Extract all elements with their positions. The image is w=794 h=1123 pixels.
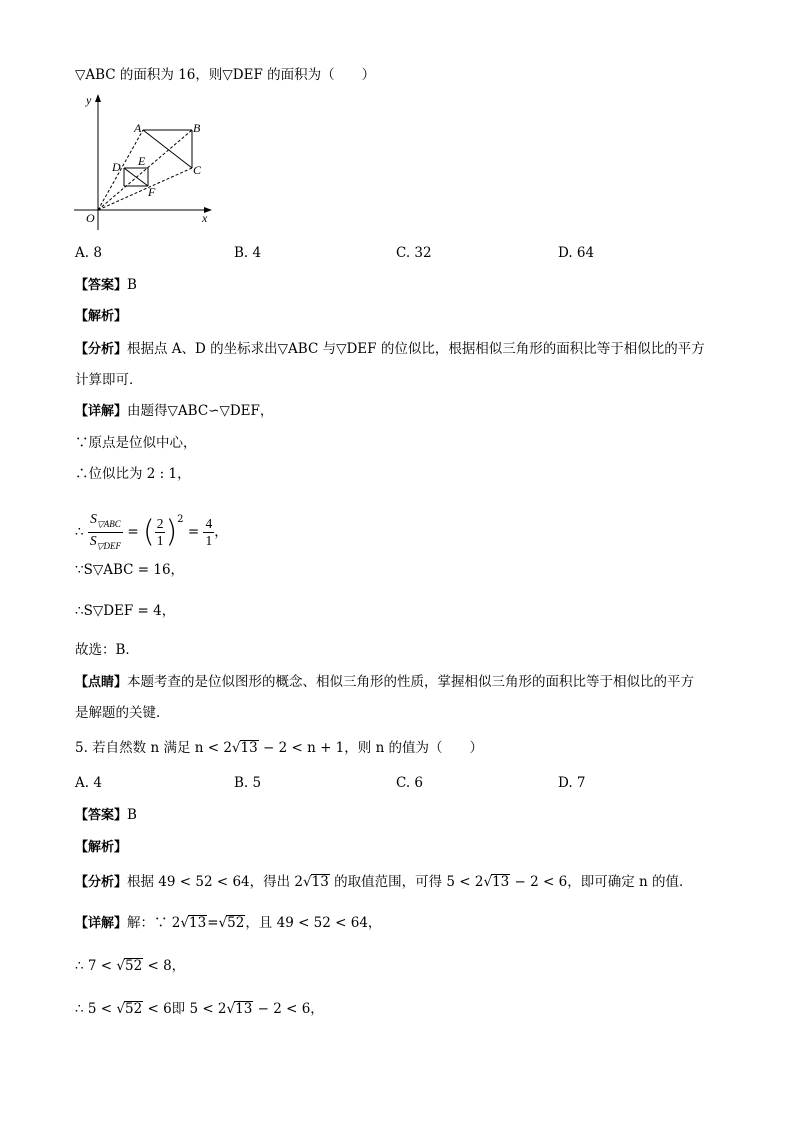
q5-option-a: A. 4 bbox=[75, 775, 102, 791]
q4-dianjing-2: 是解题的关键． bbox=[75, 705, 170, 721]
q4-option-a: A. 8 bbox=[75, 245, 102, 261]
label-e: E bbox=[138, 154, 146, 168]
q4-step-4: ∵S▽ABC = 16， bbox=[75, 562, 185, 578]
q5-option-d: D. 7 bbox=[558, 775, 586, 791]
label-y: y bbox=[86, 93, 92, 107]
q4-option-c: C. 32 bbox=[396, 245, 432, 261]
q5-step-2: ∴ 7 < √52 < 8， bbox=[75, 958, 186, 974]
q4-figure bbox=[70, 92, 220, 232]
q4-step-2: ∴位似比为 2 : 1， bbox=[75, 466, 191, 482]
q4-stem: ▽ABC 的面积为 16，则▽DEF 的面积为（ ） bbox=[75, 67, 376, 83]
label-f: F bbox=[148, 185, 156, 199]
label-d: D bbox=[112, 160, 121, 174]
label-c: C bbox=[193, 163, 202, 177]
q5-answer: 【答案】B bbox=[75, 807, 137, 823]
q4-analysis-tag: 【解析】 bbox=[75, 309, 128, 324]
q4-xiangjie: 【详解】由题得▽ABC∽▽DEF， bbox=[75, 403, 274, 419]
label-a: A bbox=[134, 121, 142, 135]
q5-analysis-tag: 【解析】 bbox=[75, 840, 128, 855]
q4-step-3: ∴ $\frac{S_{▽ABC}}{S_{▽DEF}}$ = ( $\frac{2}{1}$ )$^2$ = $\frac{4}{1}$ ， bbox=[75, 511, 228, 551]
q4-option-d: D. 64 bbox=[558, 245, 595, 261]
q5-option-c: C. 6 bbox=[396, 775, 424, 791]
q5-step-3: ∴ 5 < √52 < 6即 5 < 2√13 − 2 < 6， bbox=[75, 1001, 324, 1017]
label-b: B bbox=[193, 121, 201, 135]
q4-answer: 【答案】B bbox=[75, 277, 137, 293]
q5-option-b: B. 5 bbox=[234, 775, 262, 791]
q5-stem: 5. 若自然数 n 满足 n < 2√13 − 2 < n + 1，则 n 的值为（ ） bbox=[75, 740, 484, 756]
q4-step-5: ∴S▽DEF = 4， bbox=[75, 603, 176, 619]
q5-fenxi: 【分析】根据 49 < 52 < 64，得出 2√13 的取值范围，可得 5 < 2√13 − 2 < 6，即可确定 n 的值． bbox=[75, 874, 693, 890]
q4-dianjing-1: 【点睛】本题考查的是位似图形的概念、相似三角形的性质，掌握相似三角形的面积比等于相似比的平方 bbox=[75, 674, 695, 690]
q4-step-1: ∵原点是位似中心， bbox=[75, 435, 197, 451]
y-axis-arrow bbox=[95, 94, 101, 102]
q4-option-b: B. 4 bbox=[234, 245, 262, 261]
q4-fenxi-2: 计算即可． bbox=[75, 372, 143, 388]
label-x: x bbox=[202, 211, 208, 225]
label-o: O bbox=[86, 211, 95, 225]
q4-fenxi-1: 【分析】根据点 A、D 的坐标求出▽ABC 与▽DEF 的位似比，根据相似三角形的面积比等于相似比的平方 bbox=[75, 341, 705, 357]
q4-choose: 故选：B． bbox=[75, 642, 139, 658]
q5-xiangjie: 【详解】解：∵ 2√13=√52，且 49 < 52 < 64， bbox=[75, 915, 382, 931]
